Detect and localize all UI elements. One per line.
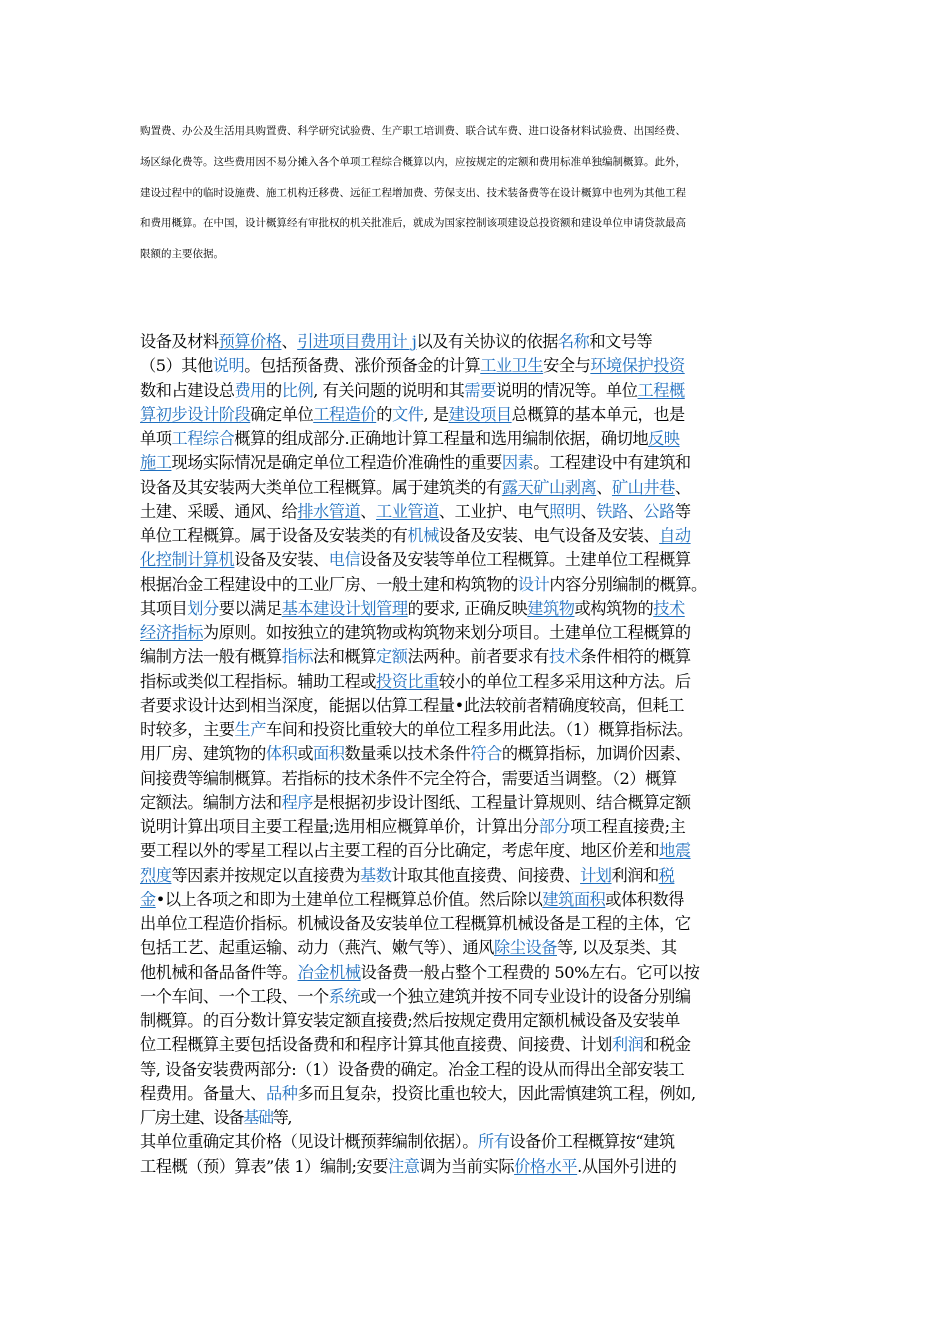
body-line [140, 694, 840, 718]
text-run: 设备价工程概算按“建筑 [509, 1132, 675, 1152]
body-line [140, 864, 840, 888]
text-run: 设备及材料 [140, 332, 219, 351]
text-run: 利润和 [611, 865, 659, 885]
term-link[interactable]: 体积 [265, 744, 298, 764]
text-run: 安全与 [543, 356, 591, 376]
term-link[interactable]: 建筑物 [527, 598, 575, 618]
term-link[interactable]: 建设项目 [448, 404, 512, 424]
body-line [140, 670, 840, 694]
body-line [140, 839, 840, 863]
main-body-text [140, 330, 840, 1179]
body-line [140, 1082, 840, 1106]
text-run: 多而且复杂，投资比重也较大，因此需慎建筑工程，例如, [297, 1083, 696, 1103]
text-run: 是根据初步设计图纸、工程量计算规则、结合概算定额 [313, 792, 691, 812]
text-run: 用厂房、建筑物的 [140, 744, 266, 764]
intro-line: 限额的主要依据。 [140, 248, 224, 261]
body-line [140, 354, 840, 378]
term-link[interactable]: 基础 [243, 1108, 273, 1127]
text-run: 数量乘以技术条件 [344, 744, 471, 764]
term-link[interactable]: 面积 [313, 744, 345, 764]
body-line [140, 476, 840, 500]
text-run: 现场实际情况是确定单位工程造价准确性的重要 [171, 453, 502, 473]
text-run: 等, 设备安装费两部分:（1）设备费的确定。冶金工程的设从而得出全部安装工 [140, 1059, 685, 1079]
term-link[interactable]: 反映 [648, 429, 680, 448]
term-link[interactable]: 烈度 [140, 865, 172, 885]
term-link[interactable]: 自动 [659, 526, 691, 545]
text-run: 他机械和备品备件等。 [140, 962, 298, 982]
body-line [140, 767, 840, 791]
text-run: 概算的组成部分.正确地计算工程量和选用编制依据，确切地 [234, 429, 649, 448]
term-link[interactable]: 设计 [517, 574, 550, 594]
body-line [140, 330, 840, 354]
body-line [140, 936, 840, 960]
text-run: 调为当前实际 [419, 1156, 515, 1176]
text-run: 包括工艺、起重运输、动力（燕汽、嫩气等）、通风 [140, 938, 494, 958]
text-run: •以上各项之和即为土建单位工程概算总价值。然后除以 [155, 889, 543, 909]
text-run: 等 [674, 501, 691, 521]
body-line [140, 597, 840, 621]
term-link[interactable]: 建筑面积 [542, 889, 606, 909]
text-run: 说明计算出项目主要工程量;选用相应概算单价，计算出分 [140, 817, 539, 836]
text-run: 和税金 [643, 1035, 691, 1055]
term-link[interactable]: 需要 [464, 380, 496, 400]
text-run: 工程概（预）算表”俵 1）编制;安要 [140, 1156, 389, 1176]
text-run: 或构筑物的 [574, 598, 654, 618]
text-run: （5）其他 [140, 356, 213, 376]
term-link[interactable]: 名称 [557, 332, 590, 351]
term-link[interactable]: 露天矿山剥离 [501, 477, 597, 497]
text-run: 单项 [140, 429, 172, 448]
body-line [140, 645, 840, 669]
text-run: 间接费等编制概算。若指标的技术条件不完全符合，需要适当调整。（2）概算 [140, 768, 677, 788]
term-link[interactable]: 工业管道 [375, 501, 439, 521]
body-line [140, 1058, 840, 1082]
text-run: 等因素并按规定以直接费为 [171, 865, 361, 885]
text-run: 设备及安装等单位工程概算。土建单位工程概算 [360, 550, 691, 570]
term-link[interactable]: 算初步设计阶段 [140, 404, 251, 424]
text-run: 根据冶金工程建设中的工业厂房、一般土建和构筑物的 [140, 574, 518, 594]
text-run: 或 [297, 744, 314, 764]
text-run: 要工程以外的零星工程以占主要工程的百分比确定，考虑年度、地区价差和 [140, 841, 660, 861]
text-run: 要以满足 [218, 598, 282, 618]
text-run: 定额法。编制方法和 [140, 792, 282, 812]
body-line [140, 888, 840, 912]
body-line [140, 379, 840, 403]
text-run: 或一个独立建筑并按不同专业设计的设备分别编 [360, 986, 691, 1006]
body-line [140, 742, 840, 766]
term-link[interactable]: 电信 [328, 550, 361, 570]
body-line [140, 791, 840, 815]
intro-line: 购置费、办公及生活用具购置费、科学研究试验费、生产职工培训费、联合试车费、进口设备材料试验费、出国经费、 [140, 125, 686, 137]
body-line [140, 1130, 840, 1154]
term-link[interactable]: 引进项目费用计 j [297, 332, 417, 351]
term-link[interactable]: 机械 [407, 526, 439, 545]
term-link[interactable]: 施工 [140, 453, 172, 473]
text-run: 者要求设计达到相当深度，能据以估算工程量•此法较前者精确度较高，但耗工 [140, 695, 684, 715]
text-run: 单位工程概算。属于设备及安装类的有 [140, 526, 408, 545]
body-line [140, 427, 840, 451]
text-run: 、 [627, 501, 644, 521]
text-run: 法和概算 [313, 647, 376, 667]
body-line [140, 548, 840, 572]
body-line [140, 718, 840, 742]
text-run: 计取其他直接费、间接费、 [391, 865, 581, 885]
intro-paragraph [140, 116, 820, 270]
term-link[interactable]: 化控制计算机 [140, 550, 235, 570]
term-link[interactable]: 工业卫生 [480, 356, 544, 376]
intro-line: 建设过程中的临时设施费、施工机构迁移费、远征工程增加费、劳保支出、技术装备费等在设计概算中也列为其他工程 [140, 186, 686, 199]
text-run: 的 [265, 380, 282, 400]
term-link[interactable]: 铁路 [596, 501, 628, 521]
text-run: 的要求, 正确反映 [407, 598, 528, 618]
text-run: 较小的单位工程多采用这种方法。后 [438, 671, 691, 691]
text-run: 条件相符的概算 [580, 647, 691, 667]
text-run: 车间和投资比重较大的单位工程多用此法。（1）概算指标法。 [265, 720, 693, 739]
term-link[interactable]: 指标 [281, 647, 314, 667]
text-run: 的概算指标，加调价因素、 [501, 744, 691, 764]
term-link[interactable]: 环境保护投资 [590, 356, 685, 376]
text-run: 、 [281, 332, 298, 351]
text-run: 厂房土建、设备 [140, 1108, 244, 1127]
text-run: 制概算。的百分数计算安装定额直接费;然后按规定费用定额机械设备及安装单 [140, 1011, 680, 1030]
text-run: 程费用。备量大、 [140, 1083, 266, 1103]
term-link[interactable]: 照明 [549, 501, 581, 521]
term-link[interactable]: 公路 [643, 501, 675, 521]
term-link[interactable]: 价格水平 [514, 1156, 578, 1176]
term-link[interactable]: 工程综合 [171, 429, 235, 448]
text-run: 确定单位 [250, 404, 314, 424]
text-run: 其单位重确定其价格（见设计概预葬编制依据）。 [140, 1132, 478, 1152]
text-run: 、 [360, 501, 376, 521]
term-link[interactable]: 投资比重 [375, 671, 439, 691]
text-run: .从国外引进的 [577, 1156, 677, 1176]
text-run: 时较多，主要 [140, 720, 235, 739]
text-run: 一个车间、一个工段、一个 [140, 986, 329, 1006]
term-link[interactable]: 注意 [388, 1156, 420, 1176]
text-run: 设备及其安装两大类单位工程概算。属于建筑类的有 [140, 477, 502, 497]
intro-line: 和费用概算。在中国，设计概算经有审批权的机关批准后，就成为国家控制该项建设总投资额和建设单位申请贷款最高 [140, 217, 686, 230]
body-line [140, 1009, 840, 1033]
term-link[interactable]: 税 [658, 865, 675, 885]
text-run: 说明的情况等。单位 [495, 380, 638, 400]
term-link[interactable]: 系统 [328, 986, 361, 1006]
term-link[interactable]: 所有 [477, 1132, 510, 1152]
term-link[interactable]: 除尘设备 [494, 938, 557, 958]
term-link[interactable]: 品种 [265, 1083, 298, 1103]
text-run: 出单位工程造价指标。机械设备及安装单位工程概算机械设备是工程的主体，它 [140, 914, 691, 933]
text-run: 总概算的基本单元，也是 [511, 404, 685, 424]
text-run: 和文号等 [589, 332, 653, 351]
text-run: 内容分别编制的概算。 [549, 574, 707, 594]
body-line [140, 1033, 840, 1057]
text-run: 为原则。如按独立的建筑物或构筑物来划分项目。土建单位工程概算的 [202, 623, 691, 642]
body-line [140, 500, 840, 524]
text-run: 、 [596, 477, 612, 497]
term-link[interactable]: 技术 [549, 647, 581, 667]
term-link[interactable]: 符合 [470, 744, 502, 764]
text-run: 、工业护、电气 [438, 501, 550, 521]
term-link[interactable]: 因素 [501, 453, 534, 473]
term-link[interactable]: 定额 [375, 647, 408, 667]
text-run: 法两种。前者要求有 [407, 647, 550, 667]
term-link[interactable]: 生产 [234, 720, 266, 739]
text-run: 。包括预备费、涨价预备金的计算 [244, 356, 481, 376]
text-run: 土建、采暖、通风、给 [140, 501, 298, 521]
term-link[interactable]: 部分 [538, 817, 571, 836]
body-line [140, 621, 840, 645]
text-run: 其项目 [140, 598, 188, 618]
term-link[interactable]: 地震 [659, 841, 691, 861]
body-line [140, 1155, 840, 1179]
text-run: 设备及安装、电气设备及安装、 [438, 526, 660, 545]
body-line [140, 403, 840, 427]
term-link[interactable]: 计划 [580, 865, 612, 885]
body-line [140, 451, 840, 475]
text-run: , 有关问题的说明和其 [313, 380, 465, 400]
term-link[interactable]: 工程概 [637, 380, 685, 400]
text-run: , 是 [423, 404, 449, 424]
text-run: 位工程概算主要包括设备费和和程序计算其他直接费、间接费、计划 [140, 1035, 612, 1055]
text-run: 等, 以及泵类、其 [556, 938, 677, 958]
text-run: 编制方法一般有概算 [140, 647, 282, 667]
term-link[interactable]: 工程造价 [313, 404, 377, 424]
intro-line: 场区绿化费等。这些费用因不易分摊入各个单项工程综合概算以内，应按规定的定额和费用标准单独编制概算。此外， [140, 155, 686, 168]
body-line [140, 573, 840, 597]
term-link[interactable]: 程序 [281, 792, 314, 812]
term-link[interactable]: 技术 [653, 598, 685, 618]
text-run: 项工程直接费;主 [570, 817, 686, 836]
text-run: 等, [272, 1108, 292, 1127]
text-run: 、 [580, 501, 597, 521]
text-run: 指标或类似工程指标。辅助工程或 [140, 671, 376, 691]
term-link[interactable]: 经济指标 [140, 623, 203, 642]
text-run: 设备及安装、 [234, 550, 329, 570]
term-link[interactable]: 基数 [360, 865, 392, 885]
text-run: 。工程建设中有建筑和 [533, 453, 691, 473]
term-link[interactable]: 排水管道 [297, 501, 361, 521]
term-link[interactable]: 冶金机械 [297, 962, 361, 982]
term-link[interactable]: 文件 [391, 404, 424, 424]
term-link[interactable]: 矿山井巷 [611, 477, 675, 497]
term-link[interactable]: 划分 [187, 598, 219, 618]
term-link[interactable]: 比例 [281, 380, 314, 400]
term-link[interactable]: 基本建设计划管理 [281, 598, 408, 618]
text-run: 设备费一般占整个工程费的 50%左右。它可以按 [360, 962, 700, 982]
term-link[interactable]: 预算价格 [218, 332, 282, 351]
body-line [140, 524, 840, 548]
body-line [140, 985, 840, 1009]
term-link[interactable]: 费用 [234, 380, 266, 400]
body-line [140, 1106, 840, 1130]
term-link[interactable]: 金 [140, 889, 156, 909]
term-link[interactable]: 利润 [611, 1035, 644, 1055]
text-run: 或体积数得 [605, 889, 684, 909]
text-run: 以及有关协议的依据 [416, 332, 558, 351]
body-line [140, 815, 840, 839]
text-run: 的 [376, 404, 392, 424]
body-line [140, 912, 840, 936]
text-run: 数和占建设总 [140, 380, 235, 400]
text-run: 、 [674, 477, 691, 497]
body-line [140, 961, 840, 985]
term-link[interactable]: 说明 [212, 356, 245, 376]
